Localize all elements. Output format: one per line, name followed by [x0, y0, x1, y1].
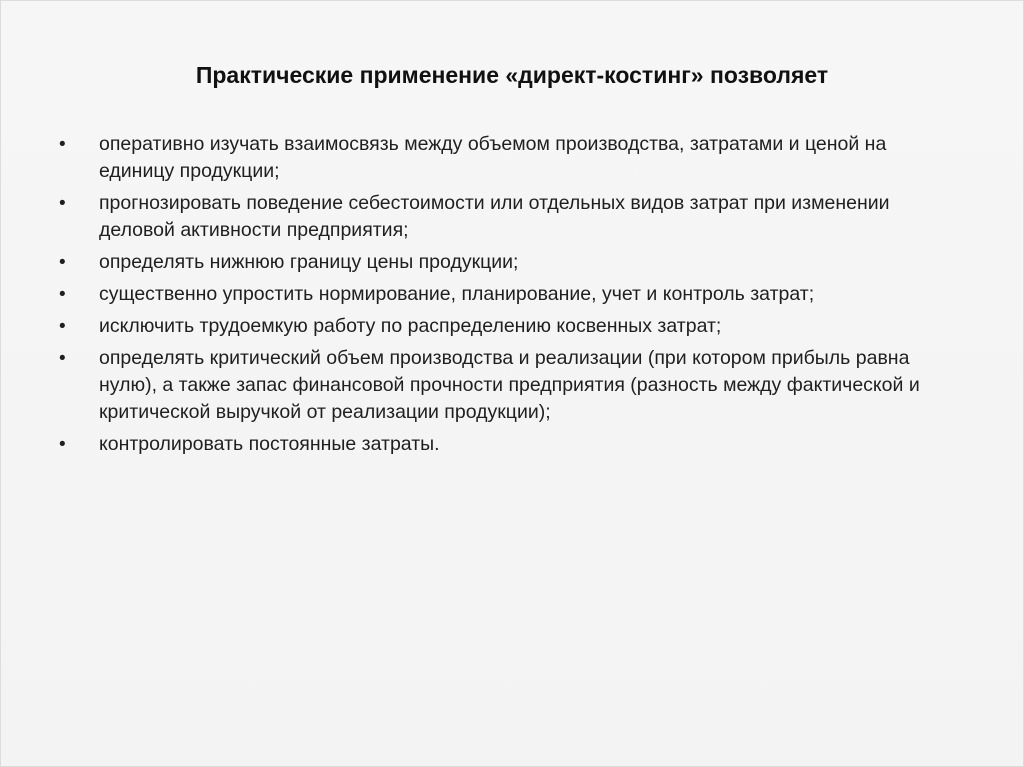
- bullet-icon: •: [59, 284, 66, 305]
- bullet-icon: •: [59, 316, 66, 337]
- list-item: [59, 281, 949, 308]
- bullet-icon: •: [59, 348, 66, 369]
- bullet-icon: •: [59, 193, 66, 214]
- slide-title: Практические применение «директ-костинг» позволяет: [195, 62, 829, 88]
- list-item-text: определять критический объем производства и реализации (при котором прибыль равна нулю), а также запас финансовой прочности предприятия (разность между фактической и критической выручкой от реализации продукции);: [99, 347, 920, 423]
- list-item: [59, 249, 949, 276]
- bullet-icon: •: [59, 134, 66, 155]
- list-item: [59, 431, 949, 458]
- list-item-text: прогнозировать поведение себестоимости или отдельных видов затрат при изменении деловой активности предприятия;: [99, 192, 890, 241]
- bullet-list: [59, 131, 949, 463]
- list-item-text: определять нижнюю границу цены продукции;: [99, 251, 519, 273]
- list-item: [59, 313, 949, 340]
- list-item: [59, 131, 949, 185]
- list-item-text: оперативно изучать взаимосвязь между объемом производства, затратами и ценой на единицу продукции;: [99, 133, 887, 182]
- bullet-icon: •: [59, 434, 66, 455]
- list-item: [59, 345, 949, 426]
- bullet-icon: •: [59, 252, 66, 273]
- list-item-text: существенно упростить нормирование, планирование, учет и контроль затрат;: [99, 283, 815, 305]
- list-item-text: контролировать постоянные затраты.: [99, 433, 440, 455]
- list-item: [59, 190, 949, 244]
- list-item-text: исключить трудоемкую работу по распределению косвенных затрат;: [99, 315, 722, 337]
